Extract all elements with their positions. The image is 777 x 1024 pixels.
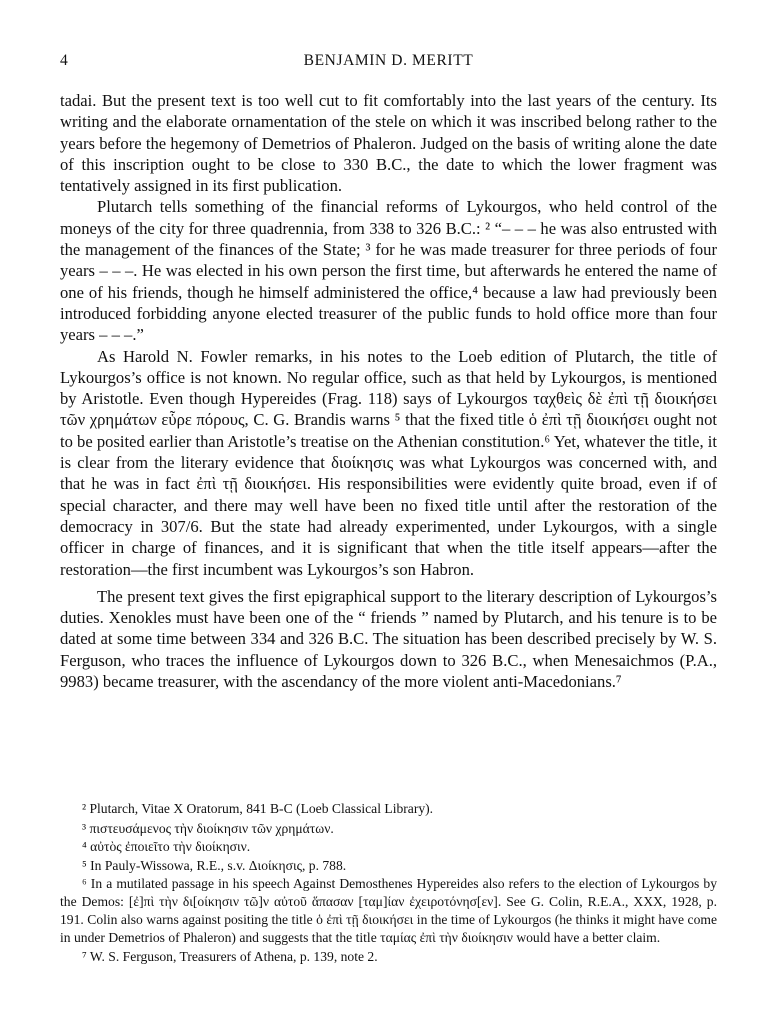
footnote-7: ⁷ W. S. Ferguson, Treasurers of Athena, p. 139, note 2. xyxy=(82,948,378,964)
paragraph-epigraphical: The present text gives the first epigraphical support to the literary description of Lykourgos’s duties. Xenokles must have been one of the “ friends ” named by Plutarch, and his tenure is to be dated at some time between 334 and 326 B.C. The situation has been described precisely by W. S. Ferguson, who traces the influence of Lykourgos down to 326 B.C., when Menesaichmos (P.A., 9983) became treasurer, with the ascendancy of the more violent anti-Macedonians.⁷ xyxy=(60,586,717,692)
paragraph-fowler: As Harold N. Fowler remarks, in his notes to the Loeb edition of Plutarch, the title of Lykourgos’s office is not known. No regular office, such as that held by Lykourgos, is mentioned by Aristotle. Even though Hypereides (Frag. 118) says of Lykourgos ταχθεὶς δὲ ἐπὶ τῇ διοικήσει τῶν χρημάτων εὗρε πόρους, C. G. Brandis warns ⁵ that the fixed title ὁ ἐπὶ τῇ διοικήσει ought not to be posited earlier than Aristotle’s treatise on the Athenian constitution.⁶ Yet, whatever the title, it is clear from the literary evidence that διοίκησις was what Lykourgos was concerned with, and that he was in fact ἐπὶ τῇ διοικήσει. His responsibilities were evidently quite broad, even if of special character, and there may well have been no fixed title until after the restoration of the democracy in 307/6. But the state had already experimented, under Lykourgos, with a single officer in charge of finances, and it is significant that when the title itself appears—after the restoration—the first incumbent was Lykourgos’s son Habron. xyxy=(60,346,717,579)
footnote-3: ³ πιστευσάμενος τὴν διοίκησιν τῶν χρημάτων. xyxy=(82,821,334,837)
footnote-6: ⁶ In a mutilated passage in his speech Against Demosthenes Hypereides also refers to the election of Lykourgos by the Demos: [ἐ]πὶ τὴν δι[οίκησιν τῶ]ν αὐτοῦ ἅπασαν [ταμ]ίαν ἐχειροτόνησ[εν]. See G. Colin, R.E.A., XXX, 1928, p. 191. Colin also warns against positing the title ὁ ἐπὶ τῇ διοικήσει in the time of Lykourgos (he thinks it might have come in under Demetrios of Phaleron) and suggests that the title ταμίας ἐπὶ τὴν διοίκησιν would have a better claim. xyxy=(60,875,717,946)
page-number: 4 xyxy=(60,52,69,69)
paragraph-plutarch: Plutarch tells something of the financial reforms of Lykourgos, who held control of the moneys of the city for three quadrennia, from 338 to 326 B.C.: ² “– – – he was also entrusted with the management of the finances of the State; ³ for he was made treasurer for three periods of four years – – –. He was elected in his own person the first time, but afterwards he entered the name of one of his friends, though he himself administered the office,⁴ because a law had previously been introduced forbidding anyone elected treasurer of the public funds to hold office more than four years – – –.” xyxy=(60,197,717,345)
running-head: BENJAMIN D. MERITT xyxy=(303,52,474,69)
body-text xyxy=(60,90,717,692)
footnotes xyxy=(60,800,717,966)
page-header xyxy=(0,52,777,74)
paragraph-continuation: tadai. But the present text is too well cut to fit comfortably into the last years of the century. Its writing and the elaborate ornamentation of the stele on which it was inscribed belong rather to the years before the hegemony of Demetrios of Phaleron. Judged on the basis of writing alone the date of this inscription ought to be close to 330 B.C., the date to which the lower fragment was tentatively assigned in its first publication. xyxy=(60,91,717,196)
footnote-2: ² Plutarch, Vitae X Oratorum, 841 B-C (Loeb Classical Library). xyxy=(82,801,434,816)
footnote-4: ⁴ αὐτὸς ἐποιεῖτο τὴν διοίκησιν. xyxy=(82,839,251,855)
footnote-5: ⁵ In Pauly-Wissowa, R.E., s.v. Διοίκησις, p. 788. xyxy=(82,857,347,873)
